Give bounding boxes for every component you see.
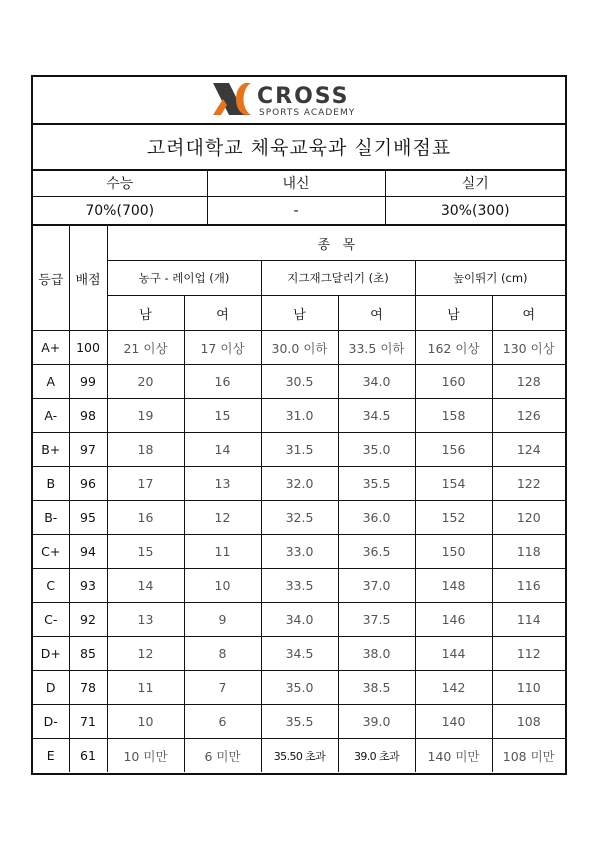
grade-cell: D+	[33, 637, 69, 671]
score-cell: 85	[69, 637, 107, 671]
value-cell: 152	[415, 501, 492, 535]
table-row	[33, 603, 565, 637]
value-cell: 150	[415, 535, 492, 569]
value-cell: 34.0	[261, 603, 338, 637]
score-cell: 71	[69, 705, 107, 739]
score-cell: 95	[69, 501, 107, 535]
grade-cell: A-	[33, 399, 69, 433]
value-cell: 8	[184, 637, 261, 671]
score-ratio-table	[33, 169, 565, 226]
value-cell: 130 이상	[492, 331, 565, 365]
value-cell: 154	[415, 467, 492, 501]
table-row	[33, 739, 565, 773]
value-cell: 126	[492, 399, 565, 433]
value-cell: 35.0	[261, 671, 338, 705]
value-cell: 7	[184, 671, 261, 705]
table-row	[33, 365, 565, 399]
value-cell: 36.0	[338, 501, 415, 535]
value-cell: 6	[184, 705, 261, 739]
value-cell: 120	[492, 501, 565, 535]
event-high-jump: 높이뛰기 (cm)	[415, 261, 565, 296]
value-cell: 39.0 초과	[338, 739, 415, 773]
score-cell: 98	[69, 399, 107, 433]
ratio-header-row	[33, 169, 565, 197]
score-header: 배점	[69, 226, 107, 331]
value-cell: 18	[107, 433, 184, 467]
score-cell: 94	[69, 535, 107, 569]
grade-cell: E	[33, 739, 69, 773]
value-cell: 14	[184, 433, 261, 467]
table-row	[33, 501, 565, 535]
gender-female: 여	[492, 296, 565, 331]
gender-row	[33, 296, 565, 331]
grade-cell: C	[33, 569, 69, 603]
value-cell: 16	[107, 501, 184, 535]
value-cell: 30.0 이하	[261, 331, 338, 365]
value-cell: 37.0	[338, 569, 415, 603]
grade-cell: A+	[33, 331, 69, 365]
value-cell: 15	[184, 399, 261, 433]
value-cell: 122	[492, 467, 565, 501]
value-cell: 32.5	[261, 501, 338, 535]
ratio-header-suneung: 수능	[33, 169, 207, 197]
value-cell: 140 미만	[415, 739, 492, 773]
events-header: 종 목	[107, 226, 565, 261]
logo-header	[33, 77, 565, 125]
value-cell: 33.5 이하	[338, 331, 415, 365]
table-row	[33, 467, 565, 501]
value-cell: 6 미만	[184, 739, 261, 773]
value-cell: 33.5	[261, 569, 338, 603]
score-cell: 93	[69, 569, 107, 603]
value-cell: 140	[415, 705, 492, 739]
value-cell: 156	[415, 433, 492, 467]
gender-female: 여	[184, 296, 261, 331]
ratio-value-naesin: -	[207, 197, 385, 226]
table-row	[33, 705, 565, 739]
value-cell: 158	[415, 399, 492, 433]
value-cell: 12	[184, 501, 261, 535]
value-cell: 34.0	[338, 365, 415, 399]
value-cell: 15	[107, 535, 184, 569]
event-zigzag-run: 지그재그달리기 (초)	[261, 261, 415, 296]
value-cell: 21 이상	[107, 331, 184, 365]
cross-sports-academy-logo	[211, 81, 391, 119]
table-row	[33, 671, 565, 705]
table-row	[33, 637, 565, 671]
ratio-header-naesin: 내신	[207, 169, 385, 197]
value-cell: 16	[184, 365, 261, 399]
score-cell: 61	[69, 739, 107, 773]
value-cell: 34.5	[261, 637, 338, 671]
value-cell: 20	[107, 365, 184, 399]
table-row	[33, 331, 565, 365]
value-cell: 32.0	[261, 467, 338, 501]
ratio-value-suneung: 70%(700)	[33, 197, 207, 226]
table-row	[33, 535, 565, 569]
value-cell: 34.5	[338, 399, 415, 433]
table-row	[33, 569, 565, 603]
value-cell: 31.5	[261, 433, 338, 467]
practical-score-table	[33, 226, 565, 772]
value-cell: 146	[415, 603, 492, 637]
ratio-value-silgi: 30%(300)	[385, 197, 565, 226]
grade-cell: D-	[33, 705, 69, 739]
value-cell: 38.5	[338, 671, 415, 705]
value-cell: 13	[184, 467, 261, 501]
page-title: 고려대학교 체육교육과 실기배점표	[33, 123, 565, 171]
ratio-header-silgi: 실기	[385, 169, 565, 197]
value-cell: 108	[492, 705, 565, 739]
value-cell: 160	[415, 365, 492, 399]
score-cell: 100	[69, 331, 107, 365]
grade-cell: C+	[33, 535, 69, 569]
ratio-value-row	[33, 197, 565, 226]
event-names-row	[33, 261, 565, 296]
grade-cell: B-	[33, 501, 69, 535]
event-basketball: 농구 - 레이업 (개)	[107, 261, 261, 296]
score-cell: 92	[69, 603, 107, 637]
grade-header: 등급	[33, 226, 69, 331]
value-cell: 17 이상	[184, 331, 261, 365]
value-cell: 148	[415, 569, 492, 603]
logo-tagline: SPORTS ACADEMY	[259, 108, 356, 118]
score-cell: 99	[69, 365, 107, 399]
table-row	[33, 399, 565, 433]
value-cell: 31.0	[261, 399, 338, 433]
value-cell: 9	[184, 603, 261, 637]
value-cell: 36.5	[338, 535, 415, 569]
gender-female: 여	[338, 296, 415, 331]
value-cell: 11	[184, 535, 261, 569]
grade-cell: D	[33, 671, 69, 705]
value-cell: 35.50 초과	[261, 739, 338, 773]
value-cell: 17	[107, 467, 184, 501]
value-cell: 144	[415, 637, 492, 671]
value-cell: 13	[107, 603, 184, 637]
score-cell: 97	[69, 433, 107, 467]
value-cell: 35.5	[261, 705, 338, 739]
value-cell: 33.0	[261, 535, 338, 569]
value-cell: 142	[415, 671, 492, 705]
table-row	[33, 433, 565, 467]
grade-cell: B+	[33, 433, 69, 467]
value-cell: 12	[107, 637, 184, 671]
value-cell: 114	[492, 603, 565, 637]
grade-cell: A	[33, 365, 69, 399]
events-header-row	[33, 226, 565, 261]
value-cell: 11	[107, 671, 184, 705]
value-cell: 112	[492, 637, 565, 671]
value-cell: 116	[492, 569, 565, 603]
value-cell: 110	[492, 671, 565, 705]
grade-cell: C-	[33, 603, 69, 637]
value-cell: 108 미만	[492, 739, 565, 773]
gender-male: 남	[261, 296, 338, 331]
value-cell: 19	[107, 399, 184, 433]
value-cell: 128	[492, 365, 565, 399]
value-cell: 35.5	[338, 467, 415, 501]
gender-male: 남	[415, 296, 492, 331]
value-cell: 38.0	[338, 637, 415, 671]
logo-brand: CROSS	[257, 84, 350, 109]
value-cell: 14	[107, 569, 184, 603]
value-cell: 118	[492, 535, 565, 569]
value-cell: 10	[184, 569, 261, 603]
value-cell: 35.0	[338, 433, 415, 467]
score-cell: 96	[69, 467, 107, 501]
value-cell: 39.0	[338, 705, 415, 739]
gender-male: 남	[107, 296, 184, 331]
value-cell: 124	[492, 433, 565, 467]
value-cell: 162 이상	[415, 331, 492, 365]
score-sheet	[31, 75, 567, 775]
value-cell: 10 미만	[107, 739, 184, 773]
value-cell: 37.5	[338, 603, 415, 637]
value-cell: 10	[107, 705, 184, 739]
value-cell: 30.5	[261, 365, 338, 399]
score-cell: 78	[69, 671, 107, 705]
grade-cell: B	[33, 467, 69, 501]
